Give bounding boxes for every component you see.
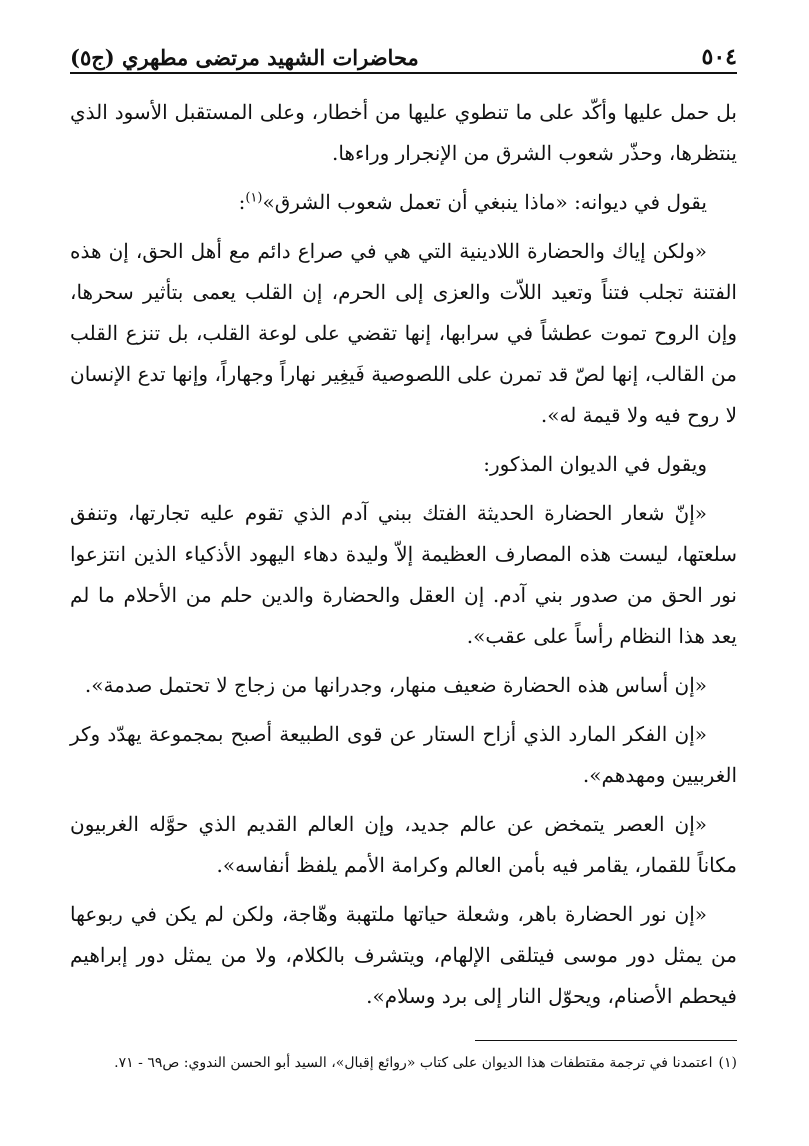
paragraph-colon: : <box>238 190 246 214</box>
paragraph: بل حمل عليها وأكّد على ما تنطوي عليها من أخطار، وعلى المستقبل الأسود الذي ينتظرها، وحذّر شعوب الشرق من الإنجرار وراءها. <box>70 100 737 165</box>
footnote-reference[interactable]: (١) <box>245 190 263 206</box>
footnote <box>70 1048 737 1078</box>
paragraph: «إن أساس هذه الحضارة ضعيف منهار، وجدرانها من زجاج لا تحتمل صدمة». <box>84 673 707 697</box>
paragraph: «ولكن إياك والحضارة اللادينية التي هي في صراع دائم مع أهل الحق، إن هذه الفتنة تجلب فتناً وتعيد اللاّت والعزى إلى الحرم، إن القلب يعمى بتأثير سحرها، وإن الروح تموت عطشاً في سرابها، إنها تقضي على لوعة القلب، بل تنزع القلب من القالب، إنها لصّ قد تمرن على اللصوصية فَيغِير نهاراً وجهاراً، وإنها تدع الإنسان لا روح فيه ولا قيمة له». <box>70 239 737 427</box>
paragraph: «إن العصر يتمخض عن عالم جديد، وإن العالم القديم الذي حوَّله الغربيون مكاناً للقمار، يقامر فيه بأمن العالم وكرامة الأمم يلفظ أنفاسه». <box>70 812 737 877</box>
paragraph-with-footnote <box>70 182 737 223</box>
paragraph: «إن نور الحضارة باهر، وشعلة حياتها ملتهبة وهّاجة، ولكن لم يكن في ربوعها من يمثل دور موسى فيتلقى الإلهام، ويتشرف بالكلام، ولا من يمثل دور إبراهيم فيحطم الأصنام، ويحوّل النار إلى برد وسلام». <box>70 902 737 1008</box>
footnote-number: (١) <box>718 1055 737 1071</box>
page-header <box>70 26 737 70</box>
page-number: ٥٠٤ <box>701 44 737 70</box>
running-title: محاضرات الشهيد مرتضى مطهري (ج٥) <box>70 45 419 70</box>
paragraph: «إن الفكر المارد الذي أزاح الستار عن قوى الطبيعة أصبح بمجموعة يهدّد وكر الغربيين ومهدهم». <box>70 722 737 787</box>
paragraph: ويقول في الديوان المذكور: <box>483 452 707 476</box>
footnote-separator <box>475 1040 737 1041</box>
header-rule <box>70 72 737 74</box>
body-text <box>70 92 737 1025</box>
paragraph: «إنّ شعار الحضارة الحديثة الفتك ببني آدم الذي تقوم عليه تجارتها، وتنفق سلعتها، ليست هذه المصارف العظيمة إلاّ وليدة دهاء اليهود الأذكياء الذين انتزعوا نور الحق من صدور بني آدم. إن العقل والحضارة والدين حلم من الأحلام ما لم يعد هذا النظام رأساً على عقب». <box>70 501 737 648</box>
paragraph-text: يقول في ديوانه: «ماذا ينبغي أن تعمل شعوب الشرق» <box>262 190 707 214</box>
footnote-text: اعتمدنا في ترجمة مقتطفات هذا الديوان على كتاب «روائع إقبال»، السيد أبو الحسن الندوي: ص٦٩ - ٧١. <box>114 1055 713 1071</box>
